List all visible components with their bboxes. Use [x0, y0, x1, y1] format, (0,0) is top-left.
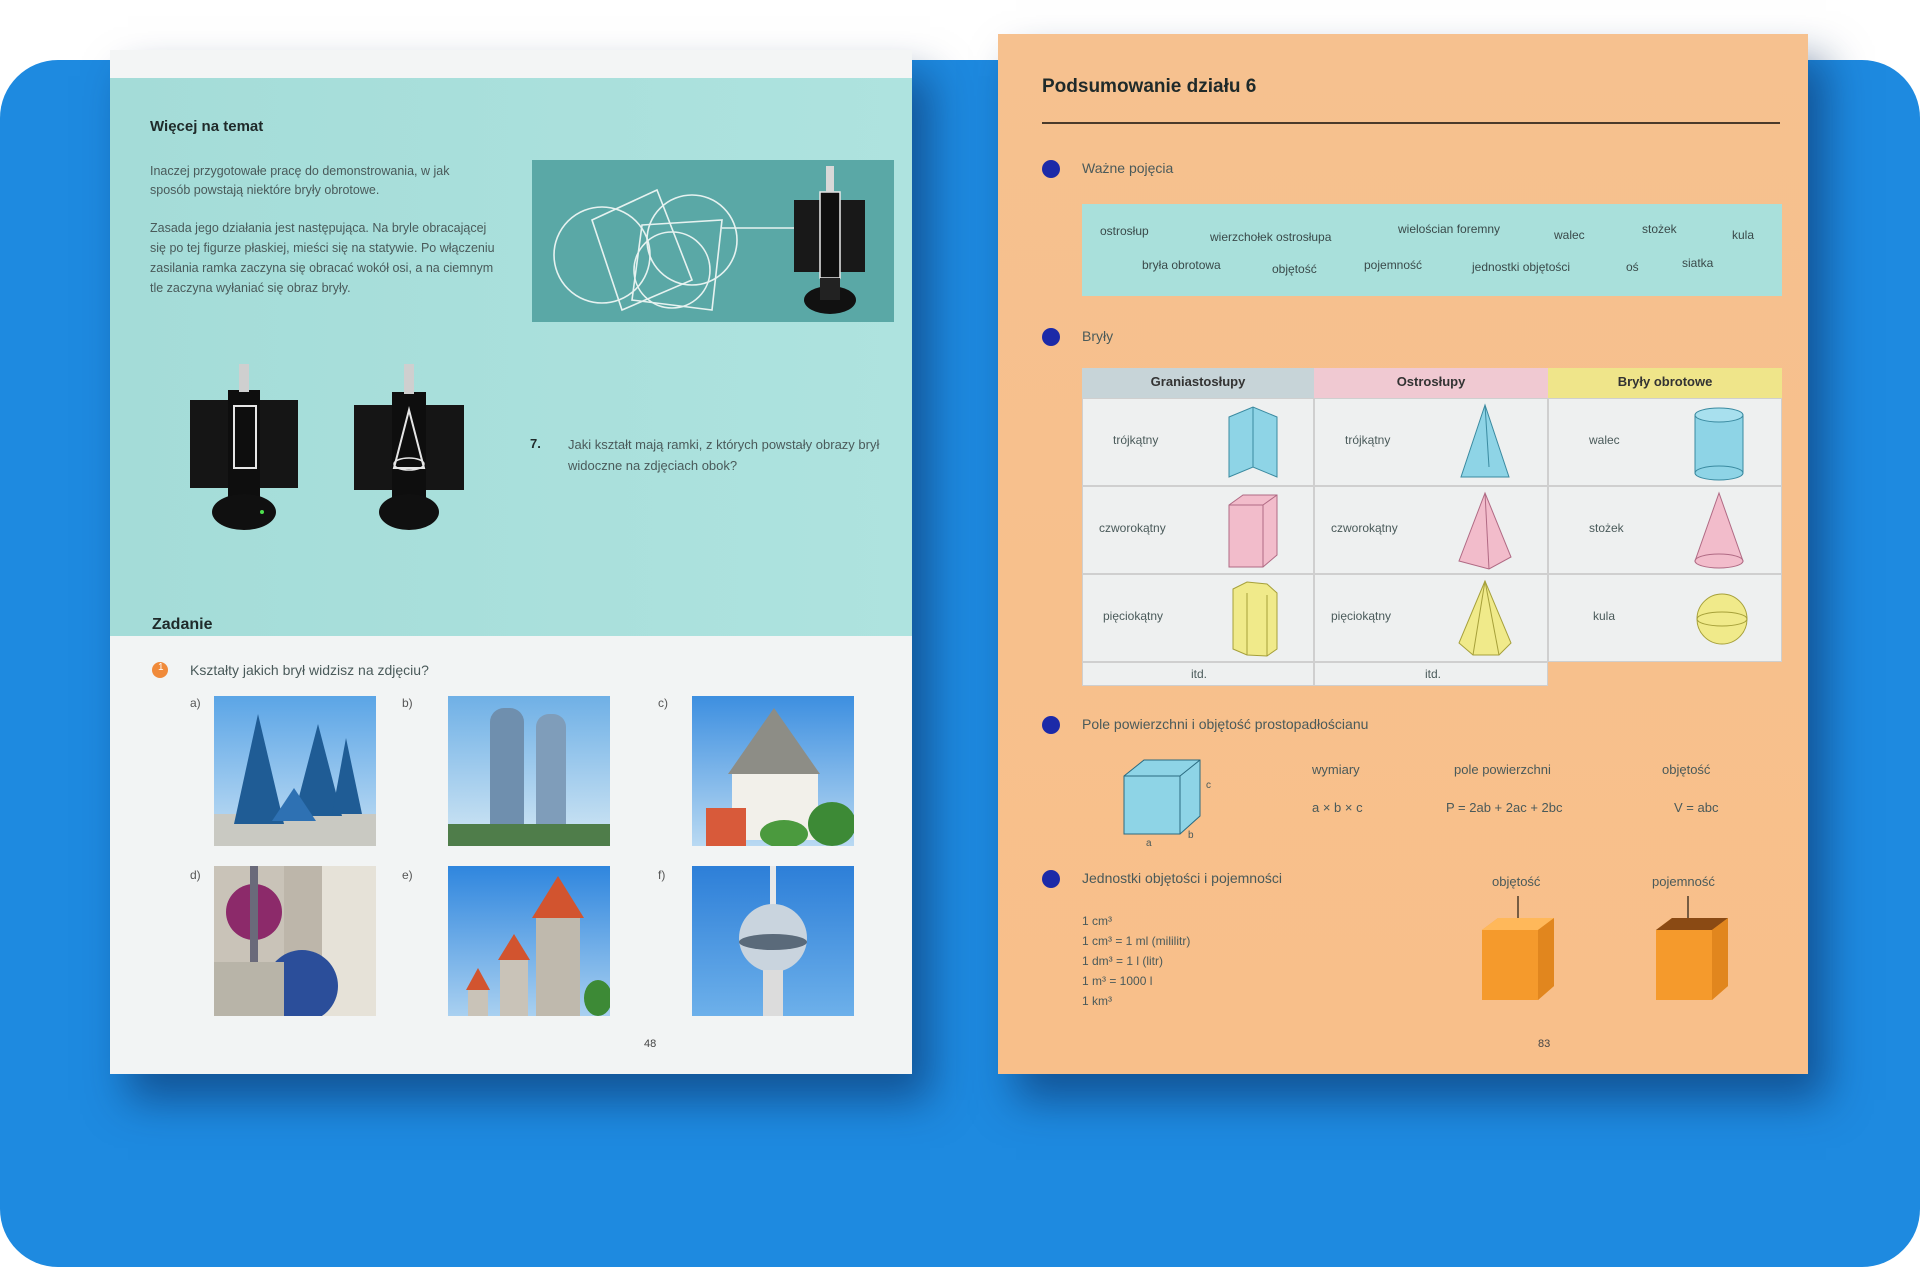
unit-title-volume: objętość: [1492, 874, 1541, 889]
table-cell: [1082, 574, 1314, 662]
photo-a-cones: [214, 696, 376, 846]
cuboid-icon: [1118, 754, 1214, 844]
section-title-cuboid: Pole powierzchni i objętość prostopadłościanu: [1082, 716, 1369, 732]
triangular-pyramid-icon: [1455, 403, 1515, 483]
area-formula: P = 2ab + 2ac + 2bc: [1446, 800, 1563, 815]
section-bullet-4: [1042, 870, 1060, 888]
unit-line: 1 dm³ = 1 l (litr): [1082, 954, 1164, 968]
table-cell: [1548, 574, 1782, 662]
table-cell: [1548, 398, 1782, 486]
photo-f-tv-tower: [692, 866, 854, 1016]
cuboid-b-label: b: [1188, 830, 1194, 841]
dims-title: wymiary: [1312, 762, 1360, 777]
page-top-strip: [110, 50, 912, 78]
cell-label: czworokątny: [1331, 521, 1398, 535]
square-pyramid-icon: [1455, 491, 1515, 571]
table-cell: [1314, 574, 1548, 662]
cell-label: kula: [1593, 609, 1616, 623]
table-footer-cell: [1082, 662, 1314, 686]
rotating-frame-gadget-2: [354, 360, 464, 535]
table-footer-cell: [1314, 662, 1548, 686]
cuboid-a-label: a: [1146, 838, 1152, 849]
capacity-cube-icon: [1642, 896, 1742, 1008]
cell-label: trójkątny: [1345, 433, 1391, 447]
unit-line: 1 km³: [1082, 994, 1112, 1008]
photo-e-castle-towers: [448, 866, 610, 1016]
table-cell: [1082, 486, 1314, 574]
photo-label-e: e): [402, 868, 413, 882]
sphere-icon: [1695, 589, 1749, 649]
section-title-solids: Bryły: [1082, 328, 1114, 344]
header-prisms: Graniastosłupy: [1082, 368, 1314, 398]
cuboid-c-label: c: [1206, 780, 1211, 791]
term: wierzchołek ostrosłupa: [1210, 230, 1332, 244]
cell-label: czworokątny: [1099, 521, 1166, 535]
area-title: pole powierzchni: [1454, 762, 1551, 777]
term: jednostki objętości: [1472, 260, 1571, 274]
section-bullet-1: [1042, 160, 1060, 178]
task-heading: Zadanie: [152, 616, 213, 633]
paragraph-text: Zasada jego działania jest następująca. Na bryle obracającej się po tej figurze płaskiej, mieści się na statywie. Po włączeniu zasilania ramka zaczyna się obracać wokół osi, a na ciemnym tle zaczyna wyłaniać się obraz bryły.: [150, 221, 495, 295]
cone-icon: [1689, 491, 1749, 571]
rectangular-prism-icon: [1223, 491, 1283, 571]
rotating-frame-gadget-1: [190, 360, 300, 535]
pentagonal-pyramid-icon: [1455, 579, 1515, 659]
footer-label: itd.: [1425, 667, 1442, 681]
photo-b-towers: [448, 696, 610, 846]
terms-box: [1082, 204, 1782, 296]
table-cell: [1548, 486, 1782, 574]
section-title: Więcej na temat: [150, 118, 264, 135]
title-divider: [1042, 122, 1780, 124]
table-cell: [1314, 398, 1548, 486]
term: objętość: [1272, 262, 1317, 276]
photo-label-b: b): [402, 696, 413, 710]
dims-formula: a × b × c: [1312, 800, 1363, 815]
term: siatka: [1682, 256, 1714, 270]
unit-line: 1 cm³: [1082, 914, 1112, 928]
table-cell: [1314, 486, 1548, 574]
volume-title: objętość: [1662, 762, 1711, 777]
unit-line: 1 m³ = 1000 l: [1082, 974, 1153, 988]
term: oś: [1626, 260, 1639, 274]
page-number: 83: [1538, 1038, 1551, 1050]
triangular-prism-icon: [1223, 405, 1283, 483]
header-revolution: Bryły obrotowe: [1548, 368, 1782, 398]
cylinder-icon: [1689, 405, 1749, 483]
section-title-units: Jednostki objętości i pojemności: [1082, 870, 1282, 886]
page-title: Podsumowanie działu 6: [1042, 76, 1257, 97]
photo-c-round-church: [692, 696, 854, 846]
photo-d-spheres-tower: [214, 866, 376, 1016]
table-cell: [1082, 398, 1314, 486]
pentagonal-prism-icon: [1223, 579, 1283, 659]
task-text: Kształty jakich brył widzisz na zdjęciu?: [190, 662, 429, 678]
term: walec: [1554, 228, 1585, 242]
left-page: [110, 50, 912, 1074]
term: ostrosłup: [1100, 224, 1149, 238]
cell-label: pięciokątny: [1103, 609, 1164, 623]
rotation-diagram-photo: [532, 160, 894, 322]
cell-label: stożek: [1589, 521, 1624, 535]
photo-label-c: c): [658, 696, 668, 710]
term: wielościan foremny: [1398, 222, 1501, 236]
cell-label: walec: [1589, 433, 1620, 447]
section-title-terms: Ważne pojęcia: [1082, 160, 1174, 176]
unit-line: 1 cm³ = 1 ml (mililitr): [1082, 934, 1191, 948]
cell-label: trójkątny: [1113, 433, 1159, 447]
term: bryła obrotowa: [1142, 258, 1221, 272]
volume-formula: V = abc: [1674, 800, 1719, 815]
photo-label-f: f): [658, 868, 666, 882]
section-bullet-3: [1042, 716, 1060, 734]
volume-cube-icon: [1468, 896, 1568, 1008]
question-text: Jaki kształt mają ramki, z których powstały obrazy brył widoczne na zdjęciach obok?: [568, 437, 880, 473]
header-pyramids: Ostrosłupy: [1314, 368, 1548, 398]
term: stożek: [1642, 222, 1677, 236]
photo-label-d: d): [190, 868, 201, 882]
question-number: 7.: [530, 436, 541, 451]
section-bullet-2: [1042, 328, 1060, 346]
term: pojemność: [1364, 258, 1423, 272]
term: kula: [1732, 228, 1755, 242]
task-number: 1: [158, 662, 164, 673]
intro-text: Inaczej przygotowałe pracę do demonstrowania, w jak sposób powstają niektóre bryły obrotowe.: [150, 164, 450, 197]
cell-label: pięciokątny: [1331, 609, 1392, 623]
footer-label: itd.: [1191, 667, 1208, 681]
photo-label-a: a): [190, 696, 201, 710]
unit-title-capacity: pojemność: [1652, 874, 1715, 889]
right-page: [998, 34, 1808, 1074]
page-number: 48: [644, 1038, 657, 1050]
